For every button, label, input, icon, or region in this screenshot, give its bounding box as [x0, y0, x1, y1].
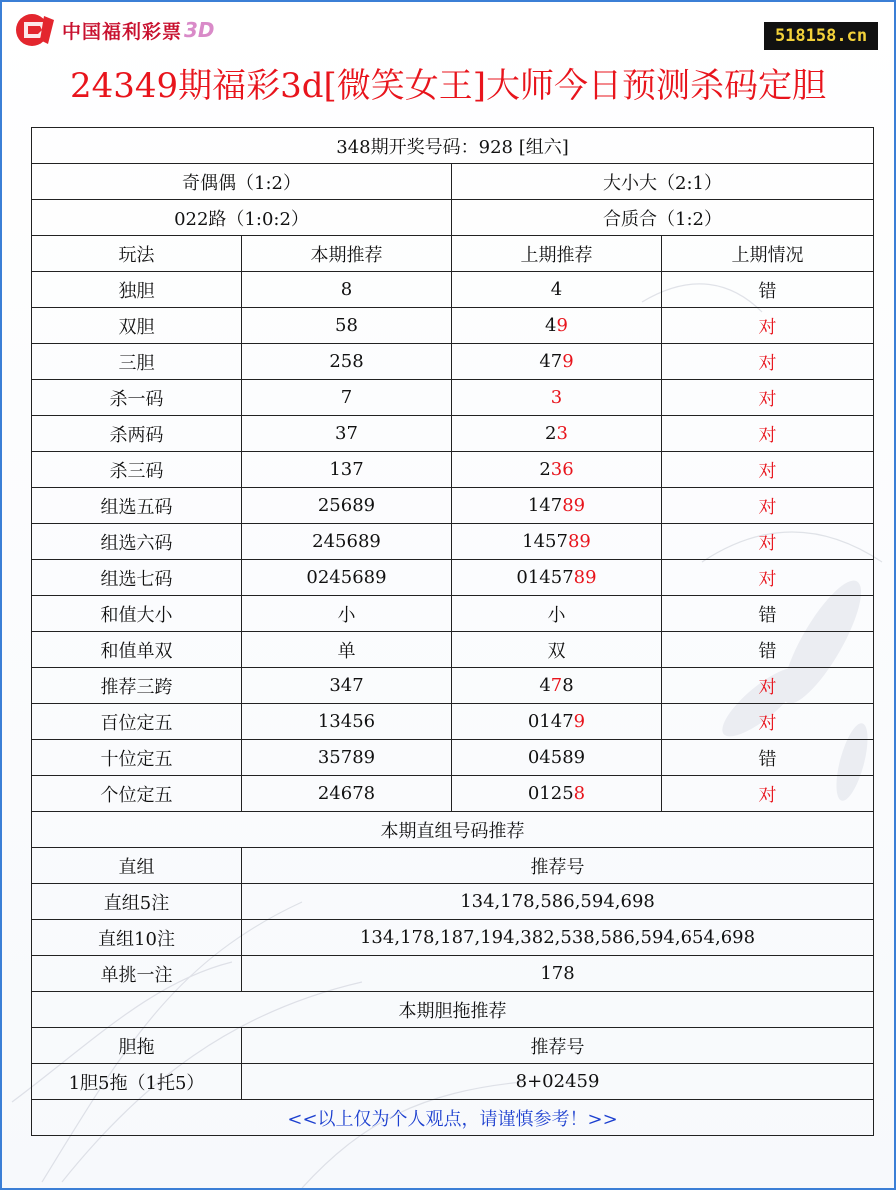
- table-row: [32, 920, 874, 956]
- table-row: [32, 452, 874, 488]
- table-row: [32, 524, 874, 560]
- site-badge[interactable]: 518158.cn: [764, 22, 878, 50]
- miss-digits: 147: [527, 495, 563, 516]
- disclaimer-note: <<以上仅为个人观点，请谨慎参考！>>: [32, 1100, 874, 1136]
- direct-section-header: [32, 812, 874, 848]
- column-header-result: 上期情况: [662, 236, 874, 272]
- miss-digits: 47: [539, 351, 563, 372]
- hit-digits: 8: [573, 783, 586, 804]
- table-row: [32, 596, 874, 632]
- direct-column-header-row: [32, 848, 874, 884]
- previous-recommendation: [452, 776, 662, 812]
- recommendation-numbers: 134,178,187,194,382,538,586,594,654,698: [242, 920, 874, 956]
- previous-result-status: 对: [662, 488, 874, 524]
- previous-result-status: 错: [662, 272, 874, 308]
- hit-digits: 9: [573, 711, 586, 732]
- odd-even-pattern: 奇偶偶（1:2）: [32, 164, 452, 200]
- current-recommendation: 小: [242, 596, 452, 632]
- previous-recommendation: [452, 344, 662, 380]
- table-row: [32, 560, 874, 596]
- current-recommendation: 37: [242, 416, 452, 452]
- play-type: 个位定五: [32, 776, 242, 812]
- column-header-play: 玩法: [32, 236, 242, 272]
- hit-digits: 89: [567, 531, 591, 552]
- table-row: [32, 1064, 874, 1100]
- recommendation-numbers: 178: [242, 956, 874, 992]
- dantuo-column-header-row: [32, 1028, 874, 1064]
- current-recommendation: 58: [242, 308, 452, 344]
- table-row: [32, 668, 874, 704]
- hit-digits: 36: [550, 459, 574, 480]
- table-row: [32, 380, 874, 416]
- recommendation-label: 1胆5拖（1托5）: [32, 1064, 242, 1100]
- hit-digits: 9: [562, 351, 574, 372]
- hit-digits: 7: [550, 675, 563, 696]
- table-row: [32, 740, 874, 776]
- previous-recommendation: [452, 524, 662, 560]
- previous-result-status: 对: [662, 308, 874, 344]
- previous-result-status: 对: [662, 560, 874, 596]
- current-recommendation: 8: [242, 272, 452, 308]
- direct-column-label: 直组: [32, 848, 242, 884]
- current-recommendation: 347: [242, 668, 452, 704]
- miss-digits: 小: [547, 604, 566, 626]
- dantuo-column-value: 推荐号: [242, 1028, 874, 1064]
- previous-recommendation: [452, 308, 662, 344]
- play-type: 双胆: [32, 308, 242, 344]
- miss-digits: 双: [547, 640, 566, 662]
- previous-result-status: 对: [662, 452, 874, 488]
- dantuo-column-label: 胆拖: [32, 1028, 242, 1064]
- previous-result-status: 对: [662, 668, 874, 704]
- footer-row: [32, 1100, 874, 1136]
- previous-result-status: 对: [662, 380, 874, 416]
- table-row: [32, 488, 874, 524]
- draw-result: 348期开奖号码：928 [组六]: [32, 128, 874, 164]
- table-row: [32, 632, 874, 668]
- recommendation-numbers: 8+02459: [242, 1064, 874, 1100]
- miss-digits: 2: [539, 459, 551, 480]
- current-recommendation: 25689: [242, 488, 452, 524]
- hit-digits: 89: [562, 495, 586, 516]
- previous-recommendation: [452, 272, 662, 308]
- prime-composite-pattern: 合质合（1:2）: [452, 200, 874, 236]
- table-row: [32, 416, 874, 452]
- play-type: 和值单双: [32, 632, 242, 668]
- previous-result-status: 对: [662, 776, 874, 812]
- play-type: 三胆: [32, 344, 242, 380]
- hit-digits: 3: [556, 423, 568, 444]
- play-type: 和值大小: [32, 596, 242, 632]
- current-recommendation: 258: [242, 344, 452, 380]
- recommendation-numbers: 134,178,586,594,698: [242, 884, 874, 920]
- play-type: 杀三码: [32, 452, 242, 488]
- play-type: 推荐三跨: [32, 668, 242, 704]
- logo-3d-text: 3D: [184, 18, 215, 42]
- previous-recommendation: [452, 632, 662, 668]
- page-title: 24349期福彩3d[微笑女王]大师今日预测杀码定胆: [69, 66, 827, 106]
- play-type: 十位定五: [32, 740, 242, 776]
- previous-recommendation: [452, 668, 662, 704]
- dantuo-section-header: [32, 992, 874, 1028]
- recommendation-label: 单挑一注: [32, 956, 242, 992]
- miss-digits: 1457: [522, 531, 568, 552]
- table-row: [32, 704, 874, 740]
- previous-result-status: 对: [662, 344, 874, 380]
- current-recommendation: 245689: [242, 524, 452, 560]
- table-row: [32, 308, 874, 344]
- play-type: 组选六码: [32, 524, 242, 560]
- miss-digits: 4: [550, 279, 563, 300]
- play-type: 杀两码: [32, 416, 242, 452]
- miss-digits: 4: [545, 315, 557, 336]
- table-row: [32, 884, 874, 920]
- column-header-row: [32, 236, 874, 272]
- previous-recommendation: [452, 416, 662, 452]
- direct-section-title: 本期直组号码推荐: [32, 812, 874, 848]
- miss-digits: 0125: [527, 783, 574, 804]
- miss-digits: 4: [539, 675, 551, 696]
- recommendation-label: 直组5注: [32, 884, 242, 920]
- play-type: 百位定五: [32, 704, 242, 740]
- route-pattern: 022路（1:0:2）: [32, 200, 452, 236]
- current-recommendation: 137: [242, 452, 452, 488]
- table-row: [32, 776, 874, 812]
- table-row: [32, 272, 874, 308]
- welfare-lottery-logo-icon: [14, 10, 58, 50]
- previous-recommendation: [452, 740, 662, 776]
- current-recommendation: 0245689: [242, 560, 452, 596]
- prediction-table: [31, 127, 874, 1136]
- dantuo-section-title: 本期胆拖推荐: [32, 992, 874, 1028]
- current-recommendation: 24678: [242, 776, 452, 812]
- table-row: [32, 344, 874, 380]
- previous-recommendation: [452, 596, 662, 632]
- miss-digits: 01457: [516, 567, 574, 588]
- previous-recommendation: [452, 704, 662, 740]
- previous-result-status: 对: [662, 416, 874, 452]
- miss-digits: 04589: [527, 747, 586, 768]
- column-header-current: 本期推荐: [242, 236, 452, 272]
- hit-digits: 9: [556, 315, 568, 336]
- play-type: 组选五码: [32, 488, 242, 524]
- hit-digits: 89: [573, 567, 597, 588]
- table-row: [32, 956, 874, 992]
- play-type: 独胆: [32, 272, 242, 308]
- big-small-pattern: 大小大（2:1）: [452, 164, 874, 200]
- previous-result-status: 错: [662, 632, 874, 668]
- miss-digits: 0147: [527, 711, 574, 732]
- previous-result-status: 错: [662, 596, 874, 632]
- current-recommendation: 13456: [242, 704, 452, 740]
- previous-recommendation: [452, 380, 662, 416]
- previous-result-status: 错: [662, 740, 874, 776]
- previous-recommendation: [452, 452, 662, 488]
- logo-text: 中国福利彩票: [62, 20, 183, 43]
- current-recommendation: 35789: [242, 740, 452, 776]
- current-recommendation: 单: [242, 632, 452, 668]
- hit-digits: 3: [550, 387, 563, 408]
- previous-result-status: 对: [662, 704, 874, 740]
- miss-digits: 8: [562, 675, 574, 696]
- miss-digits: 2: [545, 423, 557, 444]
- previous-recommendation: [452, 560, 662, 596]
- previous-result-status: 对: [662, 524, 874, 560]
- play-type: 组选七码: [32, 560, 242, 596]
- column-header-previous: 上期推荐: [452, 236, 662, 272]
- direct-column-value: 推荐号: [242, 848, 874, 884]
- lottery-logo: [14, 10, 215, 50]
- play-type: 杀一码: [32, 380, 242, 416]
- recommendation-label: 直组10注: [32, 920, 242, 956]
- current-recommendation: 7: [242, 380, 452, 416]
- previous-recommendation: [452, 488, 662, 524]
